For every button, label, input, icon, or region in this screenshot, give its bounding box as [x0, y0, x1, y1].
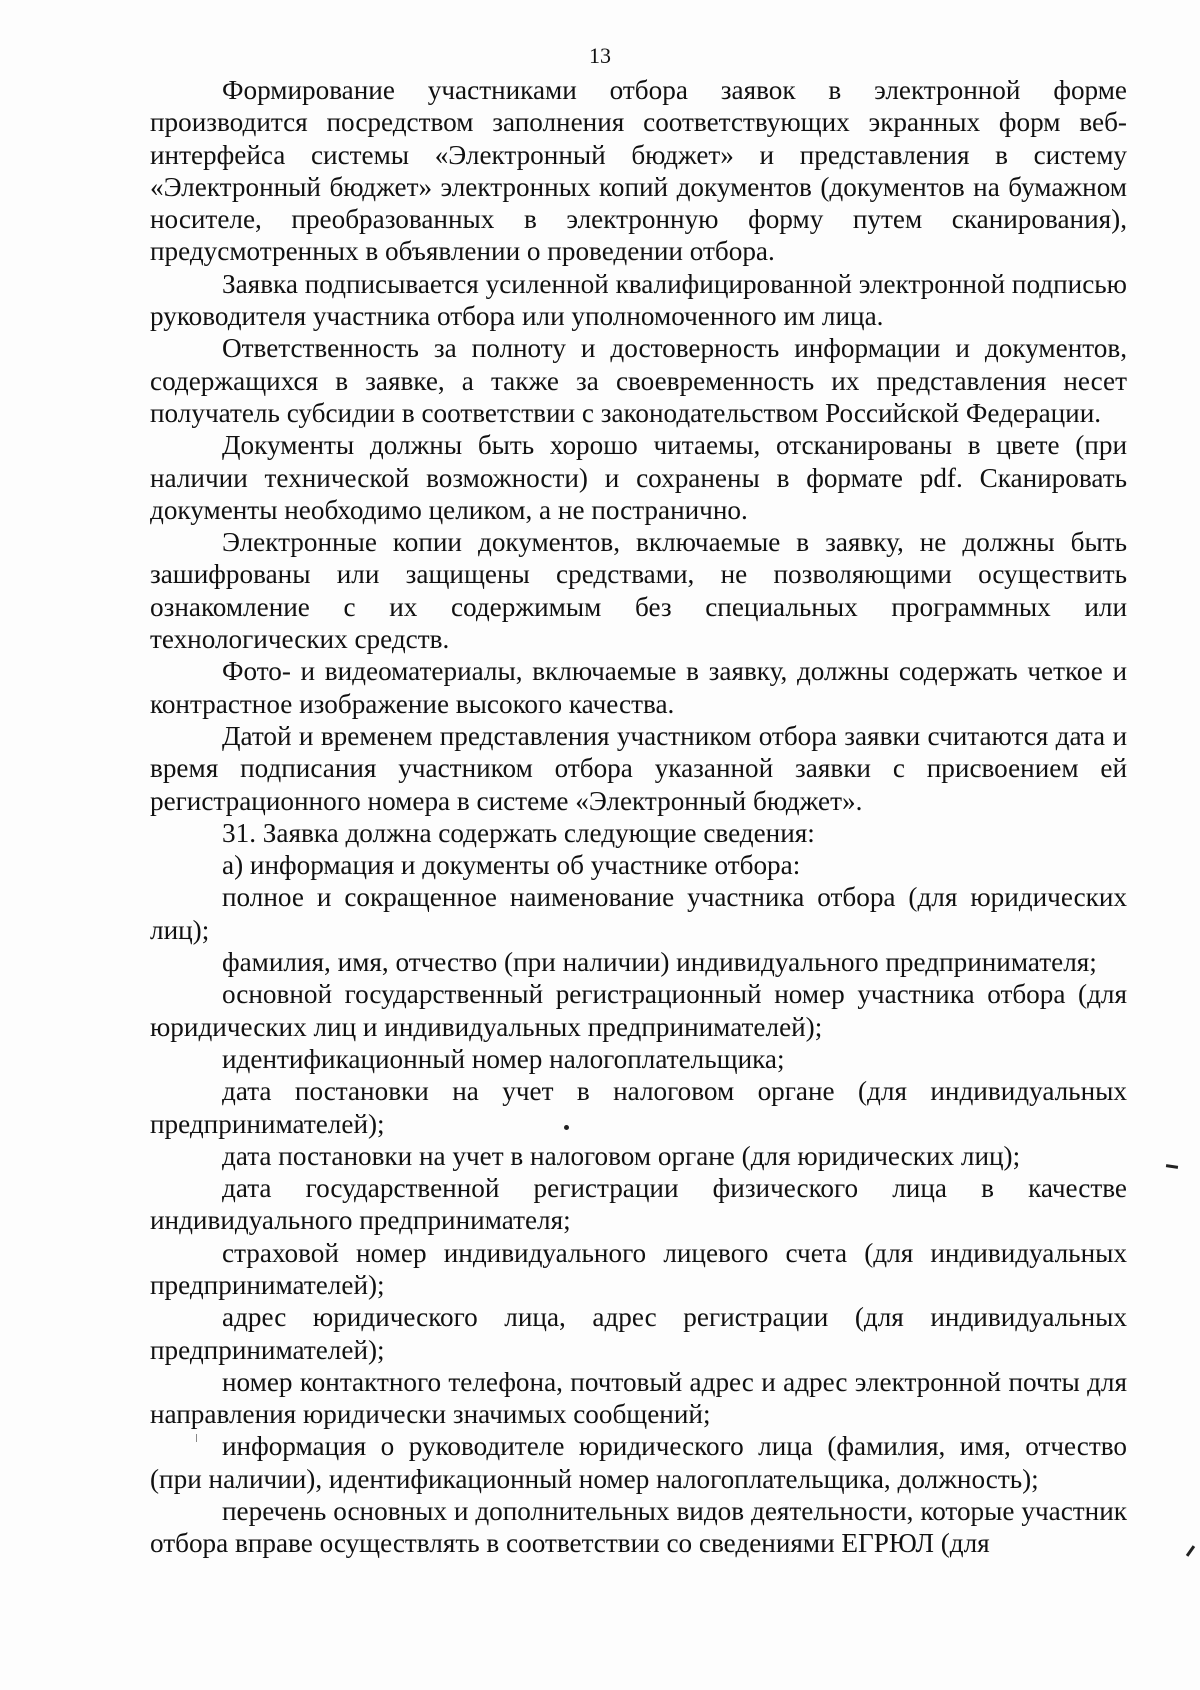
paragraph-subsection-a: а) информация и документы об участнике отбора: [222, 850, 801, 881]
list-item-head-info: информация о руководителе юридического лица (фамилия, имя, отчество (при наличии), идентификационный номер налогоплательщика, должность); [150, 1431, 1127, 1494]
list-item-snils: страховой номер индивидуального лицевого счета (для индивидуальных предпринимателей); [150, 1237, 1127, 1300]
paragraph-responsibility: Ответственность за полноту и достоверность информации и документов, содержащихся в заявке, а также за своевременность их представления несет получатель субсидии в соответствии с законодательством Российской Федерации. [150, 333, 1127, 428]
paragraph-media: Фото- и видеоматериалы, включаемые в заявку, должны содержать четкое и контрастное изображение высокого качества. [150, 656, 1127, 719]
list-item-ogrn: основной государственный регистрационный номер участника отбора (для юридических лиц и индивидуальных предпринимателей); [150, 979, 1127, 1042]
scan-faint-mark [196, 1434, 197, 1442]
paragraph-section-31: 31. Заявка должна содержать следующие сведения: [222, 817, 815, 848]
scan-dot-mark [564, 1125, 569, 1130]
page-number: 13 [589, 43, 611, 68]
list-item-tax-registration-legal: дата постановки на учет в налоговом органе (для юридических лиц); [222, 1140, 1021, 1171]
list-item-address: адрес юридического лица, адрес регистрации (для индивидуальных предпринимателей); [150, 1302, 1127, 1365]
list-item-inn: идентификационный номер налогоплательщика; [222, 1043, 785, 1074]
list-item-full-name: полное и сокращенное наименование участника отбора (для юридических лиц); [150, 882, 1127, 945]
paragraph-encryption: Электронные копии документов, включаемые в заявку, не должны быть зашифрованы или защищены средствами, не позволяющими осуществить ознакомление с их содержимым без специальных программных или технологических средств. [150, 527, 1127, 655]
scan-tick-mark [1186, 1545, 1195, 1557]
paragraph-electronic-submission: Формирование участниками отбора заявок в электронной форме производится посредством заполнения соответствующих экранных форм веб-интерфейса системы «Электронный бюджет» и представления в систему «Электронный бюджет» электронных копий документов (документов на бумажном носителе, преобразованных в электронную форму путем сканирования), предусмотренных в объявлении о проведении отбора. [150, 75, 1127, 267]
paragraph-document-quality: Документы должны быть хорошо читаемы, отсканированы в цвете (при наличии технической возможности) и сохранены в формате pdf. Сканировать документы необходимо целиком, а не постранично. [150, 430, 1127, 525]
paragraph-submission-date: Датой и временем представления участником отбора заявки считаются дата и время подписания участником отбора указанной заявки с присвоением ей регистрационного номера в системе «Электронный бюджет». [150, 720, 1127, 816]
list-item-contacts: номер контактного телефона, почтовый адрес и адрес электронной почты для направления юридически значимых сообщений; [150, 1366, 1127, 1430]
list-item-tax-registration-entrepreneurs: дата постановки на учет в налоговом органе (для индивидуальных предпринимателей); [150, 1076, 1127, 1139]
paragraph-signature: Заявка подписывается усиленной квалифицированной электронной подписью руководителя участника отбора или уполномоченного им лица. [150, 268, 1127, 332]
list-item-activities: перечень основных и дополнительных видов деятельности, которые участник отбора вправе осуществлять в соответствии со сведениями ЕГРЮЛ (для [150, 1496, 1127, 1559]
list-item-state-registration: дата государственной регистрации физического лица в качестве индивидуального предпринимателя; [150, 1173, 1127, 1236]
document-body [150, 74, 1127, 1560]
scan-dash-mark [1166, 1164, 1178, 1169]
list-item-entrepreneur-name: фамилия, имя, отчество (при наличии) индивидуального предпринимателя; [222, 947, 1097, 978]
